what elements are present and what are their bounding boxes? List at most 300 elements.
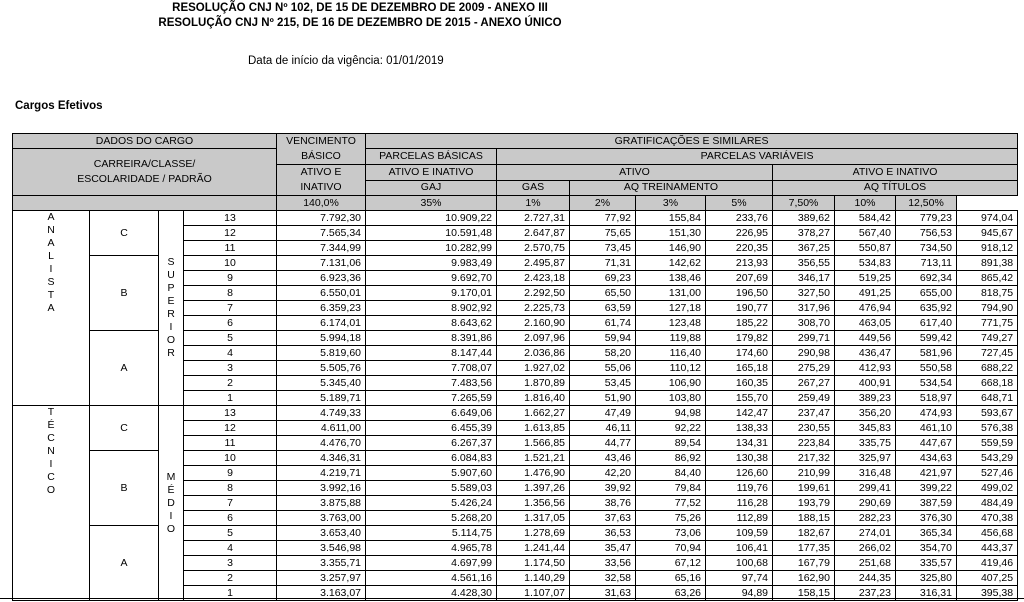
value-cell: 290,98: [773, 346, 835, 361]
value-cell: 226,95: [706, 226, 773, 241]
header-pct-gas: 35%: [366, 196, 497, 211]
value-cell: 6.267,37: [366, 436, 497, 451]
carreira-letter: C: [47, 471, 55, 483]
value-cell: 3.355,71: [277, 556, 366, 571]
value-cell: 327,50: [773, 286, 835, 301]
escolaridade-letter: M: [166, 470, 176, 483]
value-cell: 891,38: [957, 256, 1018, 271]
value-cell: 470,38: [957, 511, 1018, 526]
value-cell: 1.278,69: [497, 526, 570, 541]
value-cell: 399,22: [896, 481, 957, 496]
value-cell: 5.114,75: [366, 526, 497, 541]
value-cell: 365,34: [896, 526, 957, 541]
value-cell: 491,25: [835, 286, 896, 301]
value-cell: 73,45: [570, 241, 636, 256]
value-cell: 237,23: [835, 586, 896, 601]
value-cell: 655,00: [896, 286, 957, 301]
value-cell: 367,25: [773, 241, 835, 256]
header-ativo-inativo: [277, 165, 366, 196]
header-aq-titulos: AQ TÍTULOS: [773, 180, 1018, 196]
value-cell: 8.147,44: [366, 346, 497, 361]
value-cell: 32,58: [570, 571, 636, 586]
escolaridade-letter: R: [167, 347, 175, 359]
value-cell: 1.317,05: [497, 511, 570, 526]
escolaridade-letter: E: [167, 295, 175, 307]
value-cell: 918,12: [957, 241, 1018, 256]
value-cell: 9.692,70: [366, 271, 497, 286]
value-cell: 4.965,78: [366, 541, 497, 556]
value-cell: 1.107,07: [497, 586, 570, 601]
value-cell: 126,60: [706, 466, 773, 481]
value-cell: 55,06: [570, 361, 636, 376]
value-cell: 756,53: [896, 226, 957, 241]
value-cell: 865,42: [957, 271, 1018, 286]
value-cell: 3.875,88: [277, 496, 366, 511]
value-cell: 213,93: [706, 256, 773, 271]
value-cell: 142,62: [636, 256, 706, 271]
value-cell: 434,63: [896, 451, 957, 466]
value-cell: 4.476,70: [277, 436, 366, 451]
value-cell: 2.495,87: [497, 256, 570, 271]
value-cell: 35,47: [570, 541, 636, 556]
value-cell: 73,06: [636, 526, 706, 541]
value-cell: 210,99: [773, 466, 835, 481]
value-cell: 335,57: [896, 556, 957, 571]
carreira-letter: O: [46, 484, 56, 496]
value-cell: 38,76: [570, 496, 636, 511]
value-cell: 155,84: [636, 211, 706, 226]
value-cell: 2.423,18: [497, 271, 570, 286]
value-cell: 230,55: [773, 421, 835, 436]
value-cell: 945,67: [957, 226, 1018, 241]
padrao-cell: 11: [184, 436, 277, 451]
value-cell: 75,26: [636, 511, 706, 526]
value-cell: 1.566,85: [497, 436, 570, 451]
value-cell: 1.816,40: [497, 391, 570, 406]
padrao-cell: 1: [184, 586, 277, 601]
classe-cell: C: [90, 211, 159, 256]
value-cell: 599,42: [896, 331, 957, 346]
salary-table: [12, 133, 1018, 601]
value-cell: 584,42: [835, 211, 896, 226]
header-pct-a3: 10%: [835, 196, 896, 211]
value-cell: 7.565,34: [277, 226, 366, 241]
value-cell: 177,35: [773, 541, 835, 556]
value-cell: 290,69: [835, 496, 896, 511]
value-cell: 2.225,73: [497, 301, 570, 316]
carreira-letter: A: [47, 237, 55, 249]
padrao-cell: 12: [184, 226, 277, 241]
value-cell: 1.174,50: [497, 556, 570, 571]
value-cell: 727,45: [957, 346, 1018, 361]
value-cell: 134,31: [706, 436, 773, 451]
value-cell: 116,28: [706, 496, 773, 511]
value-cell: 106,41: [706, 541, 773, 556]
value-cell: 6.923,36: [277, 271, 366, 286]
header-blank: [13, 196, 277, 211]
value-cell: 77,92: [570, 211, 636, 226]
header-pct-a4: 12,50%: [896, 196, 957, 211]
value-cell: 3.653,40: [277, 526, 366, 541]
salary-table-body: [13, 211, 1018, 601]
header-aq-treinamento: AQ TREINAMENTO: [570, 180, 773, 196]
value-cell: 534,83: [835, 256, 896, 271]
value-cell: 3.763,00: [277, 511, 366, 526]
header-pct-gaj: 140,0%: [277, 196, 366, 211]
value-cell: 275,29: [773, 361, 835, 376]
table-row: [13, 211, 1018, 226]
value-cell: 518,97: [896, 391, 957, 406]
value-cell: 220,35: [706, 241, 773, 256]
padrao-cell: 8: [184, 286, 277, 301]
carreira-letter: A: [47, 211, 55, 223]
value-cell: 251,68: [835, 556, 896, 571]
value-cell: 1.356,56: [497, 496, 570, 511]
inativo-label: INATIVO: [300, 181, 342, 193]
value-cell: 5.345,40: [277, 376, 366, 391]
value-cell: 259,49: [773, 391, 835, 406]
carreira-letter: S: [47, 276, 55, 288]
value-cell: 97,74: [706, 571, 773, 586]
padrao-cell: 7: [184, 301, 277, 316]
value-cell: 70,94: [636, 541, 706, 556]
value-cell: 1.521,21: [497, 451, 570, 466]
padrao-cell: 3: [184, 556, 277, 571]
value-cell: 244,35: [835, 571, 896, 586]
header-pct-a1: 5%: [706, 196, 773, 211]
escolaridade-letter: O: [166, 334, 176, 346]
value-cell: 223,84: [773, 436, 835, 451]
value-cell: 207,69: [706, 271, 773, 286]
value-cell: 648,71: [957, 391, 1018, 406]
value-cell: 421,97: [896, 466, 957, 481]
value-cell: 174,60: [706, 346, 773, 361]
value-cell: 3.163,07: [277, 586, 366, 601]
value-cell: 7.344,99: [277, 241, 366, 256]
value-cell: 65,50: [570, 286, 636, 301]
padrao-cell: 10: [184, 451, 277, 466]
carreira-letter: I: [49, 458, 53, 470]
value-cell: 5.994,18: [277, 331, 366, 346]
escolaridade-letter: P: [167, 282, 175, 294]
value-cell: 274,01: [835, 526, 896, 541]
value-cell: 412,93: [835, 361, 896, 376]
value-cell: 51,90: [570, 391, 636, 406]
value-cell: 400,91: [835, 376, 896, 391]
value-cell: 119,88: [636, 331, 706, 346]
escolaridade-letter: U: [167, 269, 175, 281]
carreira-letter: A: [47, 302, 55, 314]
value-cell: 2.647,87: [497, 226, 570, 241]
value-cell: 356,55: [773, 256, 835, 271]
value-cell: 47,49: [570, 406, 636, 421]
carreira-letter: N: [47, 224, 55, 236]
value-cell: 476,94: [835, 301, 896, 316]
value-cell: 5.268,20: [366, 511, 497, 526]
value-cell: 779,23: [896, 211, 957, 226]
value-cell: 77,52: [636, 496, 706, 511]
value-cell: 7.483,56: [366, 376, 497, 391]
value-cell: 75,65: [570, 226, 636, 241]
value-cell: 3.992,16: [277, 481, 366, 496]
escolaridade-letter: R: [167, 308, 175, 320]
value-cell: 267,27: [773, 376, 835, 391]
value-cell: 2.292,50: [497, 286, 570, 301]
value-cell: 193,79: [773, 496, 835, 511]
padrao-cell: 2: [184, 571, 277, 586]
value-cell: 317,96: [773, 301, 835, 316]
padrao-cell: 11: [184, 241, 277, 256]
value-cell: 389,23: [835, 391, 896, 406]
value-cell: 519,25: [835, 271, 896, 286]
value-cell: 5.189,71: [277, 391, 366, 406]
carreira-letter: C: [47, 432, 55, 444]
value-cell: 354,70: [896, 541, 957, 556]
table-row: [13, 406, 1018, 421]
value-cell: 4.219,71: [277, 466, 366, 481]
value-cell: 461,10: [896, 421, 957, 436]
value-cell: 58,20: [570, 346, 636, 361]
value-cell: 449,56: [835, 331, 896, 346]
value-cell: 31,63: [570, 586, 636, 601]
value-cell: 65,16: [636, 571, 706, 586]
value-cell: 94,89: [706, 586, 773, 601]
value-cell: 7.708,07: [366, 361, 497, 376]
header-ativo-inativo-basicas: ATIVO E INATIVO: [366, 165, 497, 181]
header-pct-t1: 1%: [497, 196, 570, 211]
value-cell: 6.550,01: [277, 286, 366, 301]
value-cell: 127,18: [636, 301, 706, 316]
value-cell: 1.927,02: [497, 361, 570, 376]
value-cell: 46,11: [570, 421, 636, 436]
value-cell: 53,45: [570, 376, 636, 391]
value-cell: 190,77: [706, 301, 773, 316]
value-cell: 84,40: [636, 466, 706, 481]
value-cell: 3.257,97: [277, 571, 366, 586]
value-cell: 282,23: [835, 511, 896, 526]
value-cell: 59,94: [570, 331, 636, 346]
value-cell: 335,75: [835, 436, 896, 451]
value-cell: 389,62: [773, 211, 835, 226]
value-cell: 94,98: [636, 406, 706, 421]
value-cell: 266,02: [835, 541, 896, 556]
value-cell: 182,67: [773, 526, 835, 541]
header-parcelas-basicas: PARCELAS BÁSICAS: [366, 149, 497, 165]
padrao-cell: 1: [184, 391, 277, 406]
carreira-cell: [13, 211, 90, 406]
header-carreira: [13, 149, 277, 196]
padrao-cell: 2: [184, 376, 277, 391]
value-cell: 8.391,86: [366, 331, 497, 346]
basico-label: BÁSICO: [301, 150, 341, 162]
ativo-e-label: ATIVO E: [300, 166, 342, 178]
classe-cell: B: [90, 451, 159, 526]
value-cell: 387,59: [896, 496, 957, 511]
value-cell: 116,40: [636, 346, 706, 361]
value-cell: 550,87: [835, 241, 896, 256]
value-cell: 407,25: [957, 571, 1018, 586]
value-cell: 376,30: [896, 511, 957, 526]
value-cell: 1.140,29: [497, 571, 570, 586]
value-cell: 196,50: [706, 286, 773, 301]
value-cell: 8.643,62: [366, 316, 497, 331]
value-cell: 4.346,31: [277, 451, 366, 466]
value-cell: 9.170,01: [366, 286, 497, 301]
value-cell: 4.611,00: [277, 421, 366, 436]
padrao-cell: 5: [184, 331, 277, 346]
carreira-letter: N: [47, 445, 55, 457]
value-cell: 160,35: [706, 376, 773, 391]
value-cell: 69,23: [570, 271, 636, 286]
value-cell: 44,77: [570, 436, 636, 451]
value-cell: 10.282,99: [366, 241, 497, 256]
value-cell: 2.570,75: [497, 241, 570, 256]
value-cell: 543,29: [957, 451, 1018, 466]
value-cell: 1.870,89: [497, 376, 570, 391]
carreira-label: CARREIRA/CLASSE/: [93, 158, 196, 170]
title-line-2: RESOLUÇÃO CNJ Nº 215, DE 16 DE DEZEMBRO DE 2015 - ANEXO ÚNICO: [158, 17, 562, 29]
value-cell: 86,92: [636, 451, 706, 466]
value-cell: 794,90: [957, 301, 1018, 316]
value-cell: 67,12: [636, 556, 706, 571]
value-cell: 316,48: [835, 466, 896, 481]
value-cell: 593,67: [957, 406, 1018, 421]
padrao-cell: 9: [184, 466, 277, 481]
title-line-1: RESOLUÇÃO CNJ Nº 102, DE 15 DE DEZEMBRO DE 2009 - ANEXO III: [172, 2, 548, 14]
padrao-cell: 6: [184, 316, 277, 331]
value-cell: 146,90: [636, 241, 706, 256]
value-cell: 5.589,03: [366, 481, 497, 496]
escolaridade-cell: [159, 406, 184, 601]
padrao-cell: 10: [184, 256, 277, 271]
section-title: Cargos Efetivos: [15, 100, 103, 112]
value-cell: 4.428,30: [366, 586, 497, 601]
vencimento-label: VENCIMENTO: [286, 135, 356, 147]
escolaridade-label: ESCOLARIDADE / PADRÃO: [77, 173, 212, 185]
padrao-cell: 12: [184, 421, 277, 436]
value-cell: 1.397,26: [497, 481, 570, 496]
escolaridade-letter: I: [169, 509, 173, 522]
value-cell: 576,38: [957, 421, 1018, 436]
value-cell: 713,11: [896, 256, 957, 271]
padrao-cell: 4: [184, 346, 277, 361]
value-cell: 345,83: [835, 421, 896, 436]
value-cell: 1.662,27: [497, 406, 570, 421]
value-cell: 436,47: [835, 346, 896, 361]
carreira-letter: É: [47, 419, 55, 431]
value-cell: 103,80: [636, 391, 706, 406]
escolaridade-letter: I: [169, 321, 173, 333]
value-cell: 37,63: [570, 511, 636, 526]
value-cell: 2.097,96: [497, 331, 570, 346]
value-cell: 167,79: [773, 556, 835, 571]
value-cell: 6.649,06: [366, 406, 497, 421]
value-cell: 447,67: [896, 436, 957, 451]
value-cell: 112,89: [706, 511, 773, 526]
carreira-cell: [13, 406, 90, 601]
vigencia-date: Data de início da vigência: 01/01/2019: [248, 55, 444, 67]
value-cell: 771,75: [957, 316, 1018, 331]
value-cell: 688,22: [957, 361, 1018, 376]
carreira-letter: T: [47, 406, 55, 418]
value-cell: 6.174,01: [277, 316, 366, 331]
value-cell: 749,27: [957, 331, 1018, 346]
value-cell: 7.265,59: [366, 391, 497, 406]
value-cell: 237,47: [773, 406, 835, 421]
value-cell: 617,40: [896, 316, 957, 331]
value-cell: 3.546,98: [277, 541, 366, 556]
value-cell: 138,33: [706, 421, 773, 436]
escolaridade-letter: O: [166, 522, 176, 535]
value-cell: 155,70: [706, 391, 773, 406]
padrao-cell: 7: [184, 496, 277, 511]
header-pct-t3: 3%: [636, 196, 706, 211]
value-cell: 692,34: [896, 271, 957, 286]
padrao-cell: 5: [184, 526, 277, 541]
value-cell: 4.749,33: [277, 406, 366, 421]
value-cell: 7.792,30: [277, 211, 366, 226]
value-cell: 456,68: [957, 526, 1018, 541]
value-cell: 635,92: [896, 301, 957, 316]
value-cell: 151,30: [636, 226, 706, 241]
value-cell: 734,50: [896, 241, 957, 256]
value-cell: 106,90: [636, 376, 706, 391]
value-cell: 6.359,23: [277, 301, 366, 316]
value-cell: 188,15: [773, 511, 835, 526]
value-cell: 79,84: [636, 481, 706, 496]
value-cell: 42,20: [570, 466, 636, 481]
value-cell: 33,56: [570, 556, 636, 571]
value-cell: 61,74: [570, 316, 636, 331]
value-cell: 10.909,22: [366, 211, 497, 226]
value-cell: 1.241,44: [497, 541, 570, 556]
value-cell: 217,32: [773, 451, 835, 466]
value-cell: 299,41: [835, 481, 896, 496]
value-cell: 89,54: [636, 436, 706, 451]
value-cell: 443,37: [957, 541, 1018, 556]
value-cell: 2.036,86: [497, 346, 570, 361]
value-cell: 233,76: [706, 211, 773, 226]
value-cell: 179,82: [706, 331, 773, 346]
value-cell: 4.561,16: [366, 571, 497, 586]
padrao-cell: 4: [184, 541, 277, 556]
value-cell: 1.613,85: [497, 421, 570, 436]
header-ativo: ATIVO: [497, 165, 773, 181]
header-dados-do-cargo: DADOS DO CARGO: [13, 134, 277, 149]
value-cell: 527,46: [957, 466, 1018, 481]
padrao-cell: 6: [184, 511, 277, 526]
value-cell: 5.907,60: [366, 466, 497, 481]
value-cell: 100,68: [706, 556, 773, 571]
value-cell: 199,61: [773, 481, 835, 496]
header-parcelas-variaveis: PARCELAS VARIÁVEIS: [497, 149, 1018, 165]
value-cell: 567,40: [835, 226, 896, 241]
carreira-letter: T: [47, 289, 55, 301]
classe-cell: C: [90, 406, 159, 451]
header-vencimento-basico: [277, 134, 366, 165]
value-cell: 346,17: [773, 271, 835, 286]
escolaridade-letter: S: [167, 256, 175, 268]
value-cell: 5.426,24: [366, 496, 497, 511]
value-cell: 395,38: [957, 586, 1018, 601]
escolaridade-cell: [159, 211, 184, 406]
value-cell: 1.476,90: [497, 466, 570, 481]
value-cell: 419,46: [957, 556, 1018, 571]
value-cell: 92,22: [636, 421, 706, 436]
value-cell: 356,20: [835, 406, 896, 421]
value-cell: 316,31: [896, 586, 957, 601]
value-cell: 2.727,31: [497, 211, 570, 226]
